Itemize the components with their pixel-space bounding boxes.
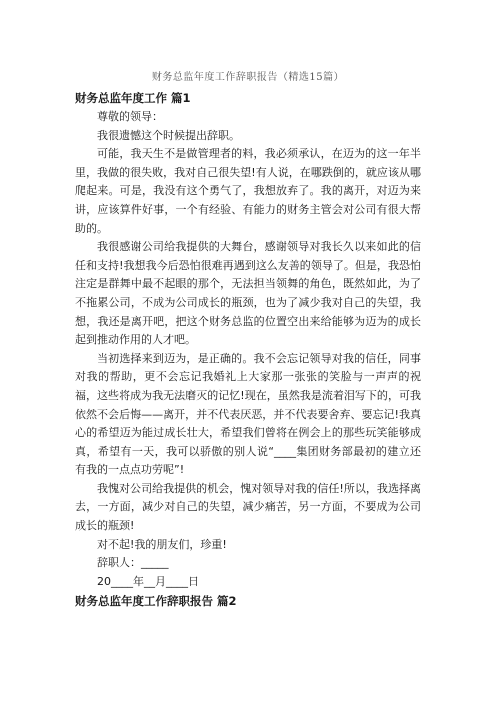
salutation: 尊敬的领导： [97,110,163,123]
document-body [75,88,421,611]
paragraph: 我很遗憾这个时候提出辞职。 [97,128,240,142]
paragraph: 我很感谢公司给我提供的大舞台，感谢领导对我长久以来如此的信任和支持!我想我今后恐怕很难再遇到这么友善的领导了。但是，我恐怕注定是群舞中最不起眼的那个，无法担当领舞的角色，既然如此，为了不拖累公司，不成为公司成长的瓶颈，也为了减少我对自己的失望，我想，我还是离开吧，把这个财务总监的位置空出来给能够为迈为的成长起到推动作用的人才吧。 [75,240,421,347]
paragraph: 我愧对公司给我提供的机会，愧对领导对我的信任!所以，我选择离去，一方面，减少对自己的失望，减少痛苦，另一方面，不要成为公司成长的瓶颈! [75,481,421,533]
section-heading-1: 财务总监年度工作 篇1 [75,91,191,105]
date-line: 20____年__月____日 [97,574,199,588]
paragraph: 可能，我天生不是做管理者的料，我必须承认，在迈为的这一年半里，我做的很失败，我对自己很失望!有人说，在哪跌倒的，就应该从哪爬起来。可是，我没有这个勇气了，我想放弃了。我的离开，对迈为来讲，应该算件好事，一个有经验、有能力的财务主管会对公司有很大帮助的。 [75,147,421,235]
signature-line: 辞职人：_____ [97,556,169,570]
closing-line: 对不起!我的朋友们，珍重! [97,537,227,551]
section-heading-2: 财务总监年度工作辞职报告 篇2 [75,594,237,609]
document-title: 财务总监年度工作辞职报告（精选15篇） [151,72,345,83]
paragraph: 当初选择来到迈为，是正确的。我不会忘记领导对我的信任，同事对我的帮助，更不会忘记我婚礼上大家那一张张的笑脸与一声声的祝福，这些将成为我无法磨灭的记忆!现在，虽然我是流着泪写下的，可我依然不会后悔——离开，并不代表厌恶，并不代表要舍弃、要忘记!我真心的希望迈为能过成长壮大，希望我们曾将在例会上的那些玩笑能够成真，希望有一天，我可以骄傲的别人说“____集团财务部最初的建立还有我的一点点功劳呢”! [75,351,421,477]
